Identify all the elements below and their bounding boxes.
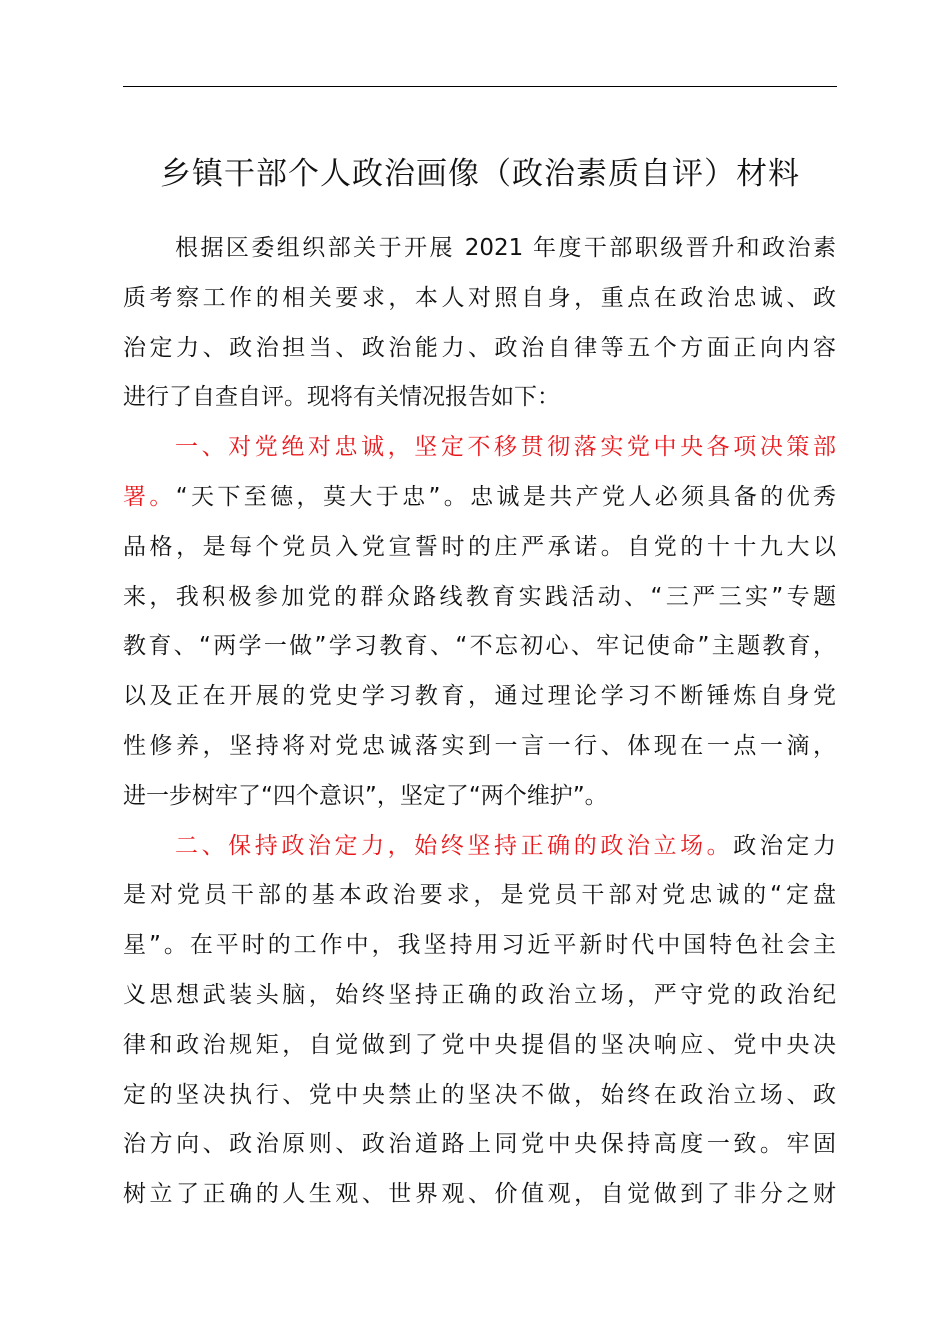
text-line — [123, 679, 836, 713]
text-line — [123, 1177, 836, 1211]
section-heading: 二、保持政治定力，始终坚持正确的政治立场。 — [175, 832, 734, 859]
body-text: 树立了正确的人生观、世界观、价值观，自觉做到了非分之财 — [123, 1181, 836, 1208]
text-line — [175, 829, 836, 863]
text-line — [123, 629, 836, 663]
body-text: 星”。在平时的工作中，我坚持用习近平新时代中国特色社会主 — [123, 932, 836, 959]
text-line — [123, 729, 836, 763]
text-line — [123, 281, 836, 315]
document-title: 乡镇干部个人政治画像（政治素质自评）材料 — [160, 156, 800, 192]
section-heading: 一、对党绝对忠诚，坚定不移贯彻落实党中央各项决策部 — [175, 434, 836, 461]
text-line — [123, 1028, 836, 1062]
body-text: 以及正在开展的党史学习教育，通过理论学习不断锤炼自身党 — [123, 683, 836, 710]
body-text: 律和政治规矩，自觉做到了党中央提倡的坚决响应、党中央决 — [123, 1031, 836, 1058]
text-line — [123, 331, 836, 365]
body-text: 义思想武装头脑，始终坚持正确的政治立场，严守党的政治纪 — [123, 982, 836, 1008]
text-line — [123, 878, 836, 912]
body-text: 是对党员干部的基本政治要求，是党员干部对党忠诚的“定盘 — [123, 882, 836, 909]
text-line — [123, 380, 836, 414]
body-text: 性修养，坚持将对党忠诚落实到一言一行、体现在一点一滴， — [123, 733, 836, 759]
body-text: “天下至德，莫大于忠”。忠诚是共产党人必须具备的优秀 — [175, 484, 837, 510]
section-heading: 署。 — [123, 484, 176, 510]
body-text: 教育、“两学一做”学习教育、“不忘初心、牢记使命”主题教育， — [123, 633, 836, 660]
body-text: 进一步树牢了“四个意识”，坚定了“两个维护”。 — [123, 782, 608, 809]
text-line — [123, 530, 836, 564]
text-line — [123, 580, 836, 614]
body-text: 治定力、政治担当、政治能力、政治自律等五个方面正向内容 — [123, 334, 836, 361]
body-text: 来，我积极参加党的群众路线教育实践活动、“三严三实”专题 — [123, 583, 836, 610]
text-line — [123, 928, 836, 962]
header-rule — [123, 86, 837, 87]
body-text: 治方向、政治原则、政治道路上同党中央保持高度一致。牢固 — [123, 1131, 836, 1158]
text-line — [123, 1078, 836, 1112]
text-line — [175, 231, 836, 265]
text-line — [123, 978, 836, 1012]
body-text: 进行了自查自评。现将有关情况报告如下： — [123, 384, 560, 411]
text-line — [123, 1127, 836, 1161]
text-line — [175, 430, 836, 464]
text-line — [123, 480, 836, 514]
text-line — [123, 779, 836, 813]
body-text: 品格，是每个党员入党宣誓时的庄严承诺。自党的十十九大以 — [123, 533, 836, 560]
body-text: 根据区委组织部关于开展 2021 年度干部职级晋升和政治素 — [175, 235, 836, 261]
body-text: 定的坚决执行、党中央禁止的坚决不做，始终在政治立场、政 — [123, 1081, 836, 1108]
body-text: 质考察工作的相关要求，本人对照自身，重点在政治忠诚、政 — [123, 284, 836, 311]
body-text: 政治定力 — [733, 832, 837, 859]
